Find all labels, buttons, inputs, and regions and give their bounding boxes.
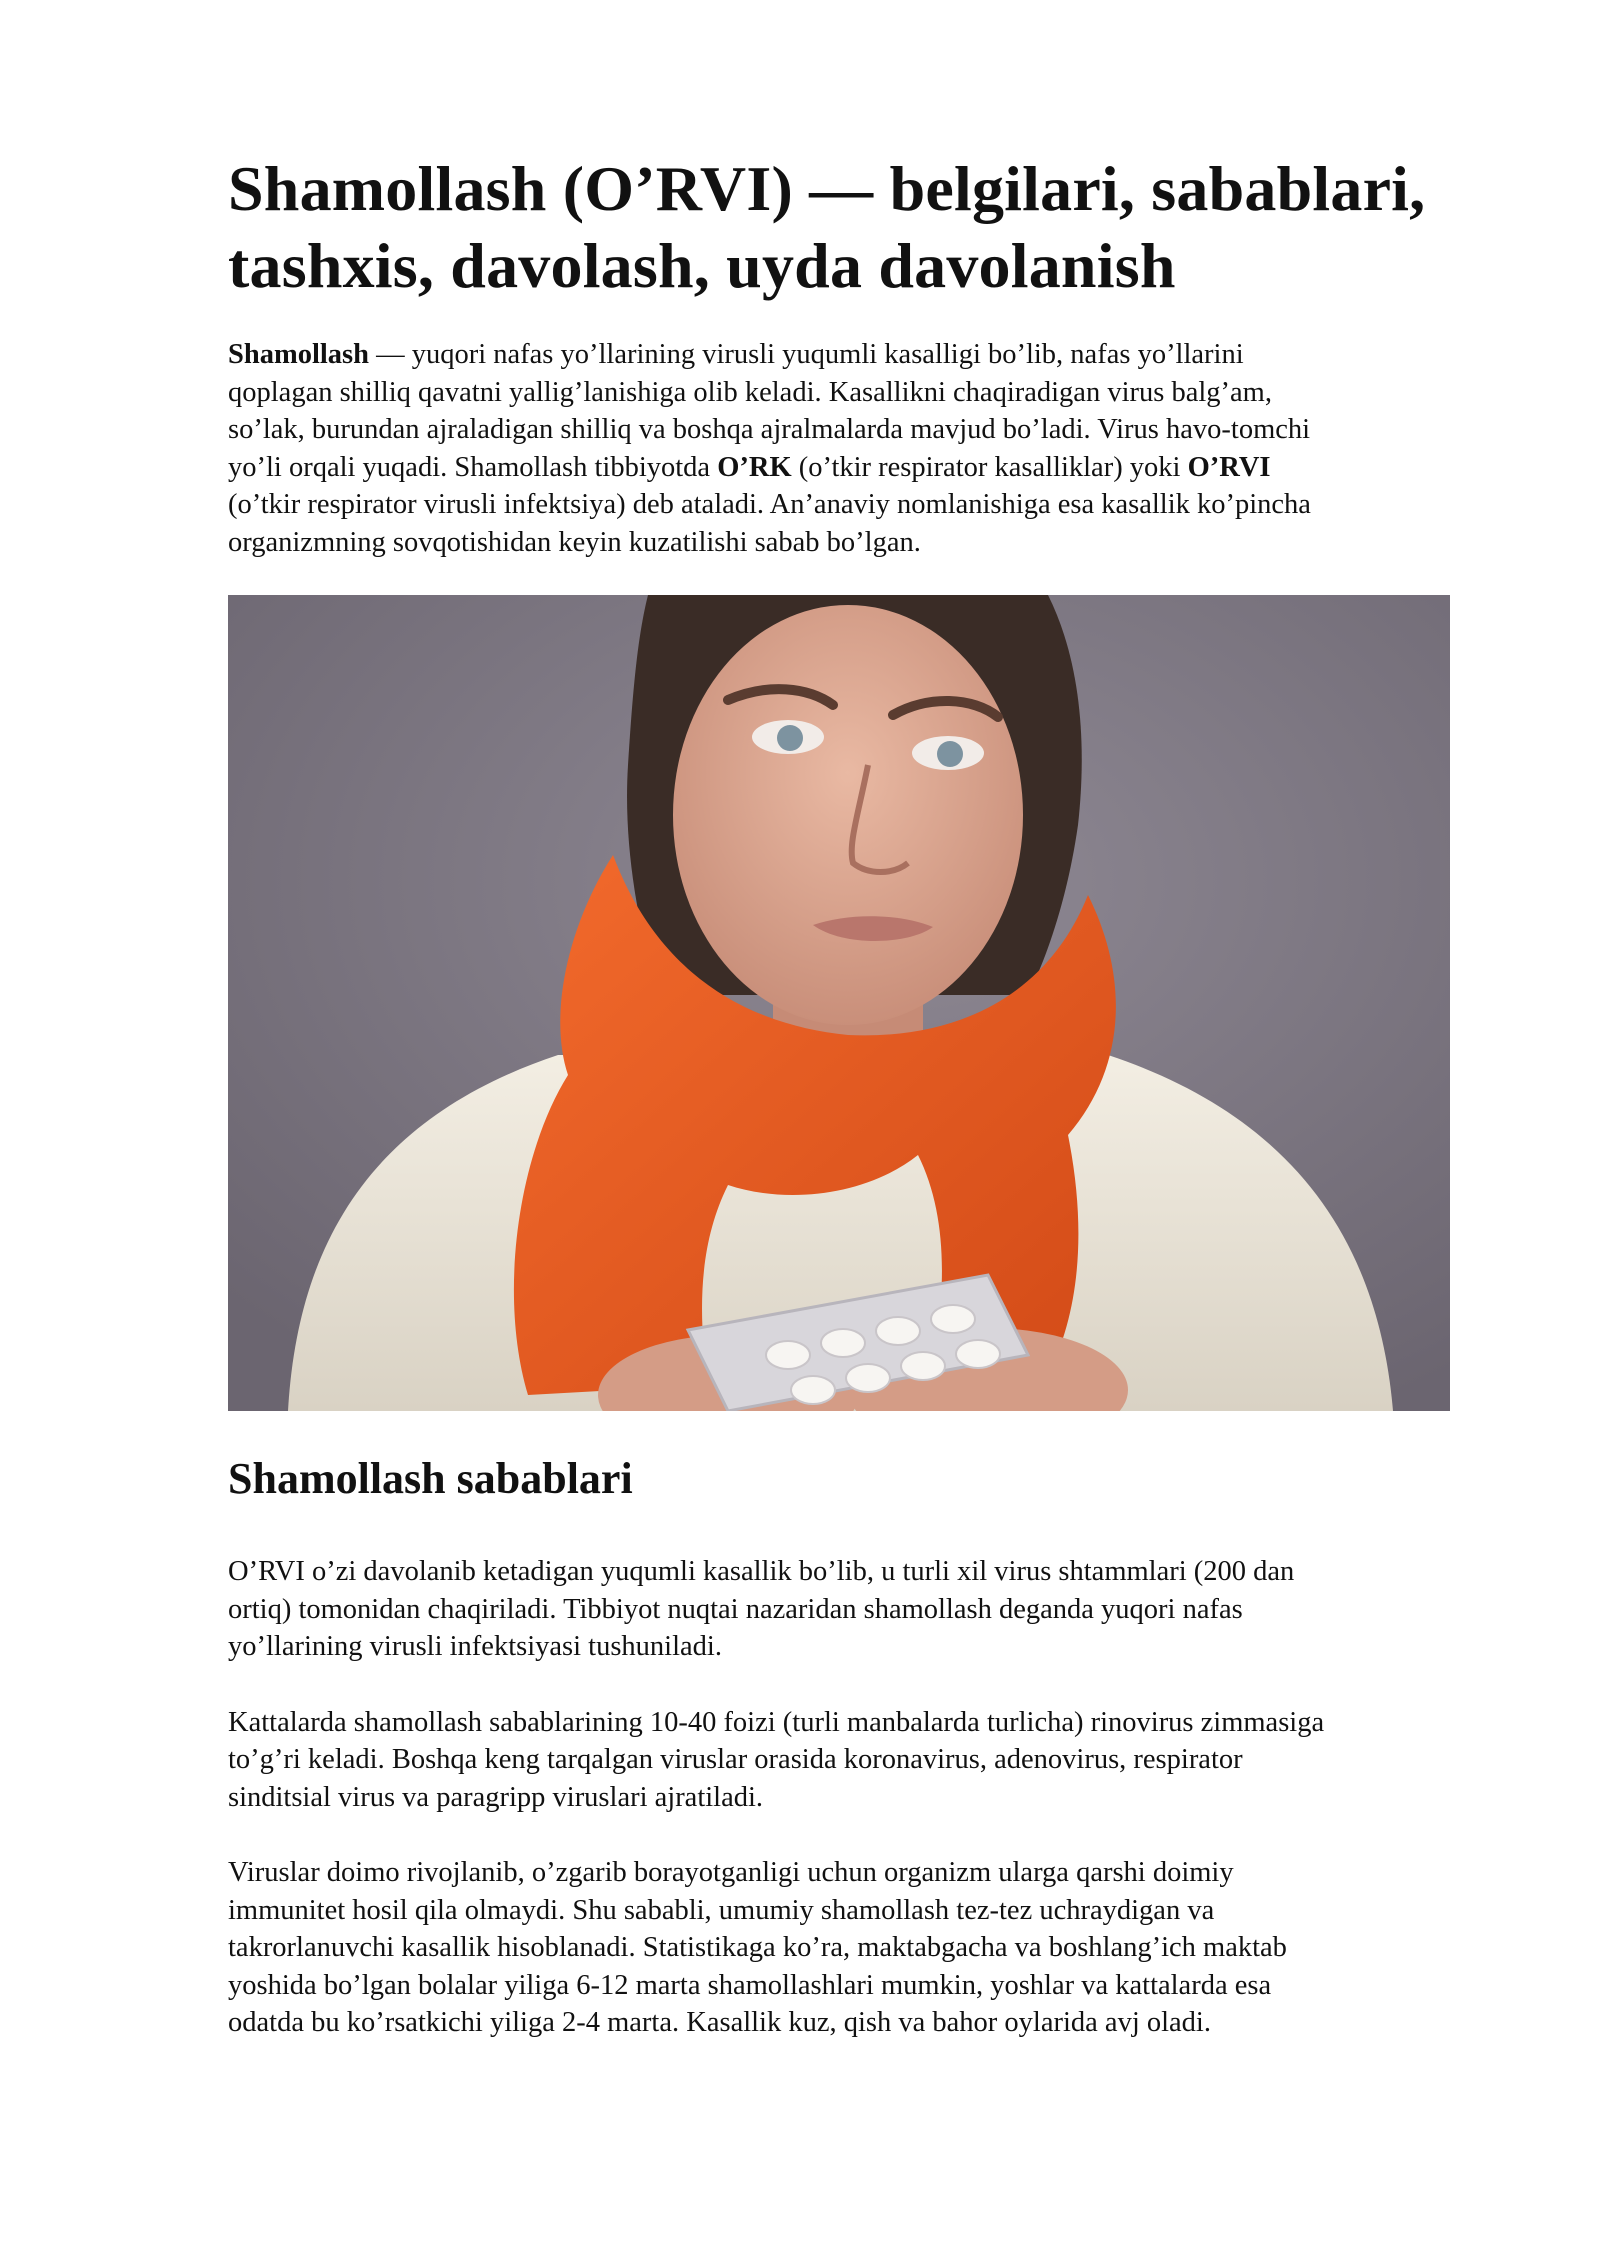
intro-line-4 (228, 449, 1478, 487)
causes-paragraph-2 (228, 1704, 1478, 1817)
title-line-2: tashxis, davolash, uyda davolanish (228, 230, 1176, 301)
p3-line-1: Viruslar doimo rivojlanib, o’zgarib borayotganligi uchun organizm ularga qarshi doimiy (228, 1857, 1234, 1888)
p1-line-2: ortiq) tomonidan chaqiriladi. Tibbiyot nuqtai nazaridan shamollash deganda yuqori nafas (228, 1593, 1243, 1625)
intro-paragraph (228, 336, 1478, 561)
intro-line-4-a: yo’li orqali yuqadi. Shamollash tibbiyotda (228, 451, 718, 483)
intro-line-1 (228, 336, 1478, 374)
left-iris (777, 725, 803, 751)
p2-line-3: sinditsial virus va paragripp viruslari ajratiladi. (228, 1781, 764, 1813)
p3-line-2: immunitet hosil qila olmaydi. Shu sababli, umumiy shamollash tez-tez uchraydigan va (228, 1894, 1215, 1926)
intro-line-1-rest: — yuqori nafas yo’llarining virusli yuqumli kasalligi bo’lib, nafas yo’llarini (368, 339, 1244, 370)
intro-line-5: (o’tkir respirator virusli infektsiya) deb ataladi. An’anaviy nomlanishiga esa kasallik ko’pincha (228, 489, 1311, 520)
page-title (228, 150, 1478, 304)
p2-line-1: Kattalarda shamollash sabablarining 10-40 foizi (turli manbalarda turlicha) rinovirus zimmasiga (228, 1706, 1325, 1738)
causes-paragraph-3 (228, 1854, 1478, 2042)
p2-line-2: to’g’ri keladi. Boshqa keng tarqalgan viruslar orasida koronavirus, adenovirus, respirator (228, 1744, 1243, 1775)
p1-line-1: O’RVI o’zi davolanib ketadigan yuqumli kasallik bo’lib, u turli xil virus shtammlari (200 dan (228, 1556, 1295, 1587)
photo-illustration (228, 595, 1450, 1411)
intro-line-2: qoplagan shilliq qavatni yallig’lanishiga olib keladi. Kasallikni chaqiradigan virus balg’am, (228, 376, 1272, 408)
term-ork: O’RK (717, 451, 792, 483)
right-iris (937, 741, 963, 767)
term-shamollash: Shamollash (228, 339, 369, 370)
intro-line-4-b: (o’tkir respirator kasalliklar) yoki (791, 451, 1188, 483)
section-heading: Shamollash sabablari (228, 1454, 633, 1503)
term-orvi: O’RVI (1187, 451, 1271, 483)
p3-line-5: odatda bu ko’rsatkichi yiliga 2-4 marta. Kasallik kuz, qish va bahor oylarida avj oladi. (228, 2007, 1211, 2038)
p3-line-3: takrorlanuvchi kasallik hisoblanadi. Statistikaga ko’ra, maktabgacha va boshlang’ich maktab (228, 1932, 1287, 1963)
causes-paragraph-1 (228, 1553, 1478, 1666)
face (673, 605, 1023, 1025)
sick-woman-photo (228, 595, 1450, 1411)
intro-line-6: organizmning sovqotishidan keyin kuzatilishi sabab bo’lgan. (228, 526, 921, 558)
intro-line-3: so’lak, burundan ajraladigan shilliq va boshqa ajralmalarda mavjud bo’ladi. Virus havo-tomchi (228, 414, 1311, 445)
document-page (228, 150, 1478, 2042)
p1-line-3: yo’llarining virusli infektsiyasi tushuniladi. (228, 1631, 722, 1662)
p3-line-4: yoshida bo’lgan bolalar yiliga 6-12 marta shamollashlari mumkin, yoshlar va kattalarda esa (228, 1969, 1272, 2001)
title-line-1: Shamollash (O’RVI) — belgilari, sabablari, (228, 153, 1426, 224)
